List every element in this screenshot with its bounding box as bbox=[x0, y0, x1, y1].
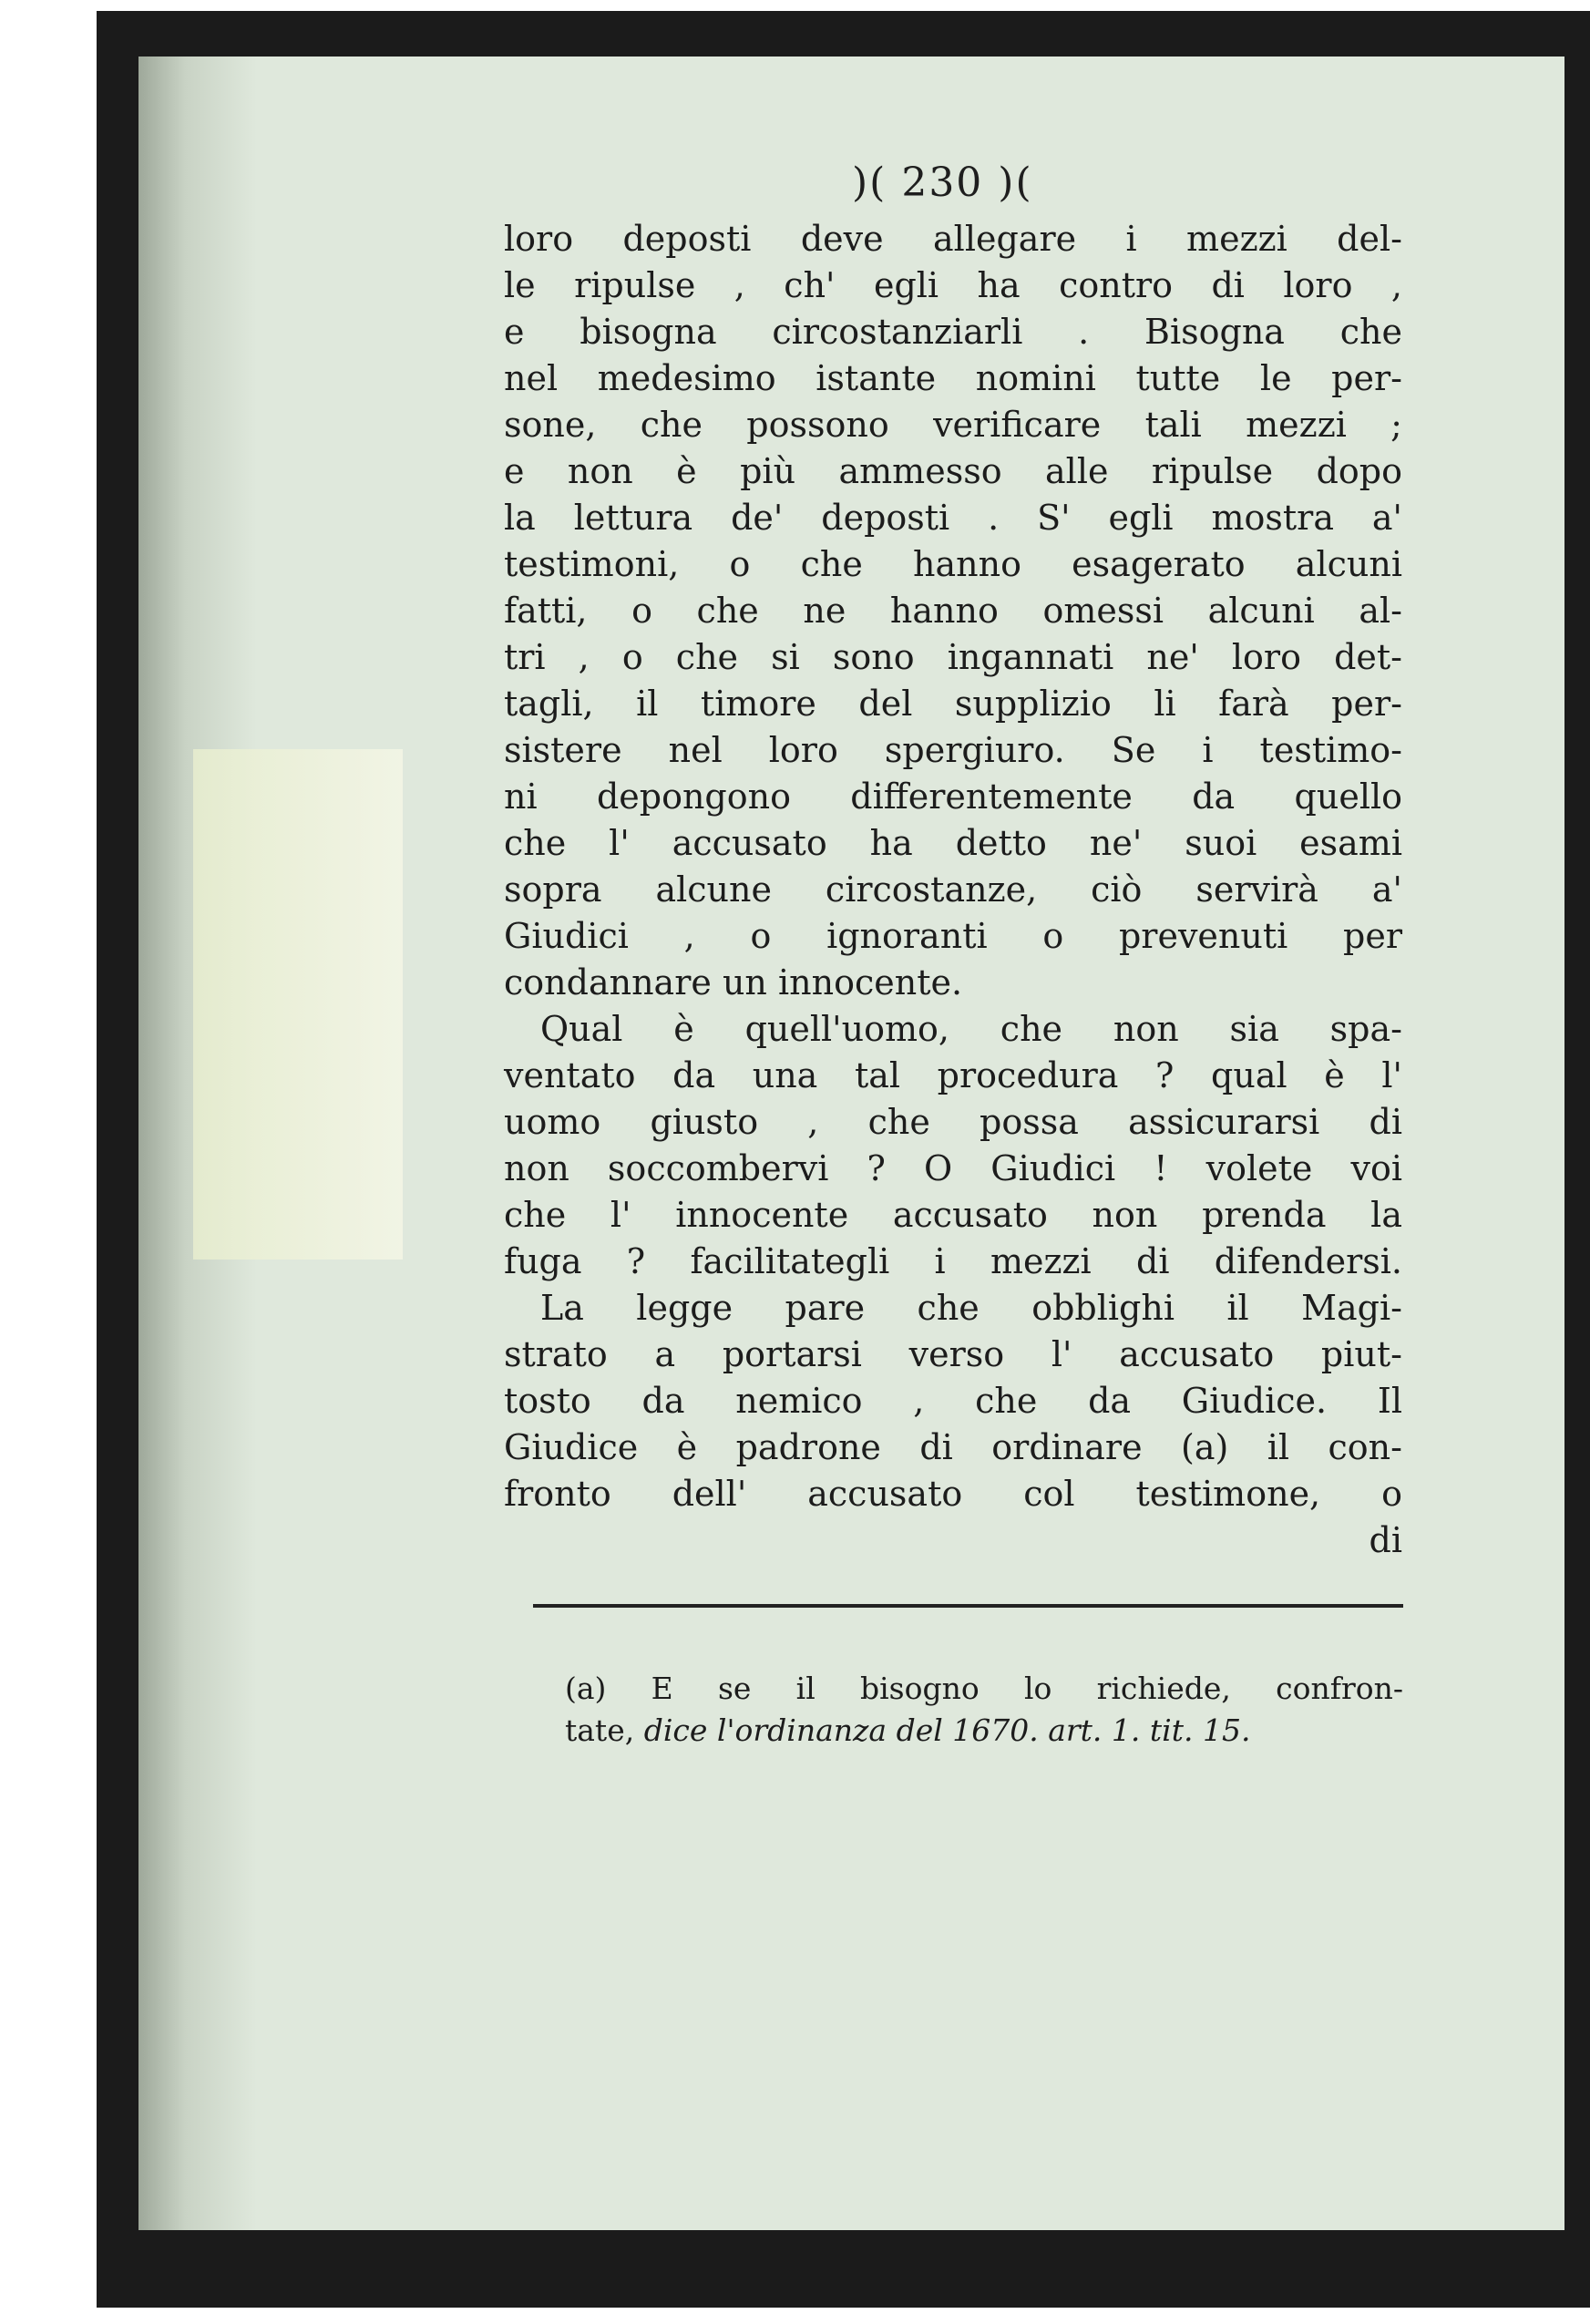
body-line: sopra alcune circostanze, ciò servirà a' bbox=[504, 869, 1402, 910]
body-line: sone, che possono verificare tali mezzi ; bbox=[504, 405, 1402, 445]
body-line: nel medesimo istante nomini tutte le per- bbox=[504, 358, 1402, 398]
body-line: ni depongono differentemente da quello bbox=[504, 776, 1402, 817]
folded-page-strip bbox=[193, 749, 403, 1260]
footnote-citation: dice l'ordinanza del 1670. art. 1. tit. 15. bbox=[634, 1712, 1251, 1748]
body-line: Giudici , o ignoranti o prevenuti per bbox=[504, 916, 1402, 956]
body-line: non soccombervi ? O Giudici ! volete voi bbox=[504, 1148, 1402, 1188]
footnote-line bbox=[565, 1710, 1403, 1752]
body-line: che l' accusato ha detto ne' suoi esami bbox=[504, 823, 1402, 863]
catchword: di bbox=[1369, 1520, 1402, 1560]
body-line: condannare un innocente. bbox=[504, 962, 963, 1003]
body-line: fuga ? facilitategli i mezzi di difendersi. bbox=[504, 1241, 1402, 1281]
body-line: testimoni, o che hanno esagerato alcuni bbox=[504, 544, 1402, 584]
body-line: la lettura de' deposti . S' egli mostra a' bbox=[504, 498, 1402, 538]
body-line: strato a portarsi verso l' accusato piut- bbox=[504, 1334, 1402, 1374]
body-line: fatti, o che ne hanno omessi alcuni al- bbox=[504, 591, 1402, 631]
body-line: loro deposti deve allegare i mezzi del- bbox=[504, 219, 1402, 259]
body-line: sistere nel loro spergiuro. Se i testimo- bbox=[504, 730, 1402, 770]
footnote bbox=[565, 1668, 1403, 1752]
body-line: ventato da una tal procedura ? qual è l' bbox=[504, 1055, 1402, 1095]
body-line: uomo giusto , che possa assicurarsi di bbox=[504, 1102, 1402, 1142]
footnote-line: (a) E se il bisogno lo richiede, confron- bbox=[565, 1671, 1403, 1706]
body-line: tagli, il timore del supplizio li farà per- bbox=[504, 684, 1402, 724]
body-line: che l' innocente accusato non prenda la bbox=[504, 1195, 1402, 1235]
body-line: e bisogna circostanziarli . Bisogna che bbox=[504, 312, 1402, 352]
body-line: tri , o che si sono ingannati ne' loro det- bbox=[504, 637, 1402, 677]
footnote-text: tate, bbox=[565, 1712, 635, 1748]
page-header-number: )( 230 )( bbox=[852, 159, 1033, 206]
body-line: tosto da nemico , che da Giudice. Il bbox=[504, 1381, 1402, 1421]
body-line: La legge pare che obblighi il Magi- bbox=[540, 1288, 1402, 1328]
footnote-rule bbox=[533, 1604, 1403, 1608]
body-line: le ripulse , ch' egli ha contro di loro , bbox=[504, 265, 1402, 305]
body-line: fronto dell' accusato col testimone, o bbox=[504, 1474, 1402, 1514]
body-line: Giudice è padrone di ordinare (a) il con- bbox=[504, 1427, 1402, 1467]
body-line: e non è più ammesso alle ripulse dopo bbox=[504, 451, 1402, 491]
body-line: Qual è quell'uomo, che non sia spa- bbox=[540, 1009, 1402, 1049]
body-text bbox=[504, 216, 1402, 1564]
